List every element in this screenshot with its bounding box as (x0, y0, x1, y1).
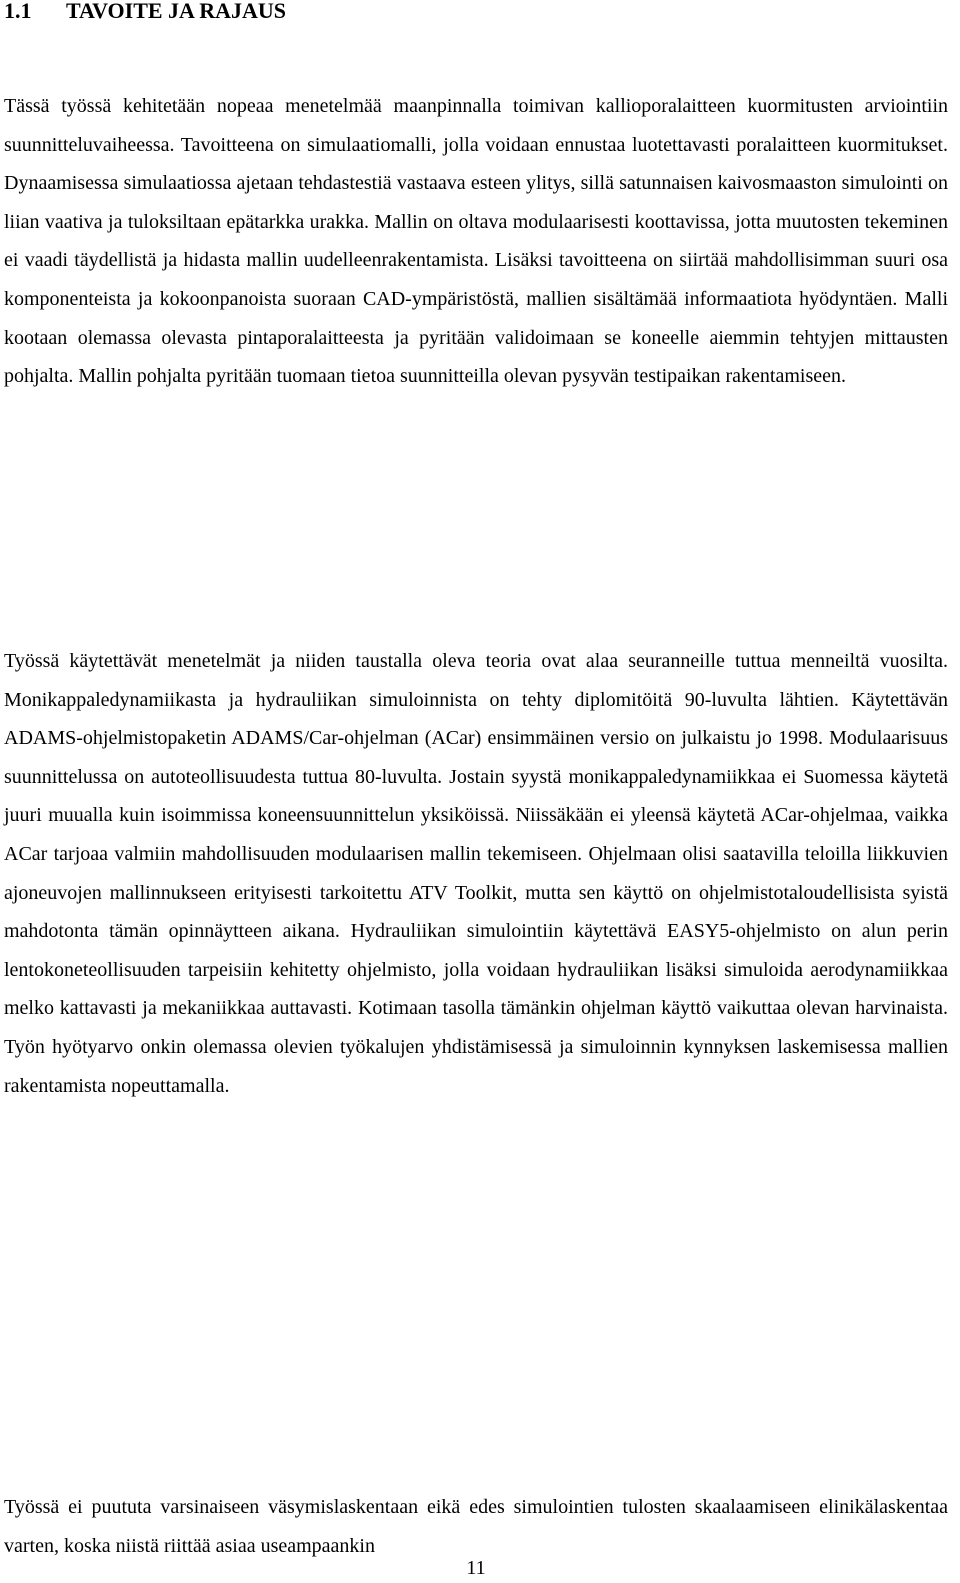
section-heading (4, 0, 286, 26)
section-number: 1.1 (4, 0, 32, 23)
paragraph-scope: Työssä ei puututa varsinaiseen väsymislaskentaan eikä edes simulointien tulosten skaalaamiseen elinikälaskentaa varten, koska niistä riittää asiaa useampaankin (4, 1496, 948, 1557)
paragraph-methods: Työssä käytettävät menetelmät ja niiden taustalla oleva teoria ovat alaa seuranneille tuttua menneiltä vuosilta. Monikappaledynamiikasta ja hydrauliikan simuloinnista on tehty diplomitöitä 90-luvulta lähtien. Käytettävän ADAMS-ohjelmistopaketin ADAMS/Car-ohjelman (ACar) ensimmäinen versio on julkaistu jo 1998. Modulaarisuus suunnittelussa on autoteollisuudesta tuttua 80-luvulta. Jostain syystä monikappaledynamiikkaa ei Suomessa käytetä juuri muualla kuin isoimmissa koneensuunnittelun yksiköissä. Niissäkään ei yleensä käytetä ACar-ohjelmaa, vaikka ACar tarjoaa valmiin mahdollisuuden modulaarisen mallin tekemiseen. Ohjelmaan olisi saatavilla teloilla liikkuvien ajoneuvojen mallinnukseen erityisesti tarkoitettu ATV Toolkit, mutta sen käyttö on ohjelmistotaloudellisista syistä mahdotonta tämän opinnäytteen aikana. Hydrauliikan simulointiin käytettävä EASY5-ohjelmisto on alun perin lentokoneteollisuuden tarpeisiin kehitetty ohjelmisto, jolla voidaan hydrauliikan lisäksi simuloida aerodynamiikkaa melko kattavasti ja mekaniikkaa auttavasti. Kotimaan tasolla tämänkin ohjelman käyttö vaikuttaa olevan harvinaista. Työn hyötyarvo onkin olemassa olevien työkalujen yhdistämisessä ja simuloinnin kynnyksen laskemisessa mallien rakentamista nopeuttamalla. (4, 650, 948, 1097)
page-number: 11 (466, 1557, 486, 1579)
paragraph-goal: Tässä työssä kehitetään nopeaa menetelmää maanpinnalla toimivan kallioporalaitteen kuormitusten arviointiin suunnitteluvaiheessa. Tavoitteena on simulaatiomalli, jolla voidaan ennustaa luotettavasti poralaitteen kuormitukset. Dynaamisessa simulaatiossa ajetaan tehdastestiä vastaava esteen ylitys, sillä satunnaisen kaivosmaaston simulointi on liian vaativa ja tuloksiltaan epätarkka urakka. Mallin on oltava modulaarisesti koottavissa, jotta muutosten tekeminen ei vaadi täydellistä ja hidasta mallin uudelleenrakentamista. Lisäksi tavoitteena on siirtää mahdollisimman suuri osa komponenteista ja kokoonpanoista suoraan CAD-ympäristöstä, mallien sisältämää informaatiota hyödyntäen. Malli kootaan olemassa olevasta pintaporalaitteesta ja pyritään validoimaan se koneelle aiemmin tehtyjen mittausten pohjalta. Mallin pohjalta pyritään tuomaan tietoa suunnitteilla olevan pysyvän testipaikan rakentamiseen. (4, 95, 948, 388)
section-title: TAVOITE JA RAJAUS (66, 0, 287, 23)
